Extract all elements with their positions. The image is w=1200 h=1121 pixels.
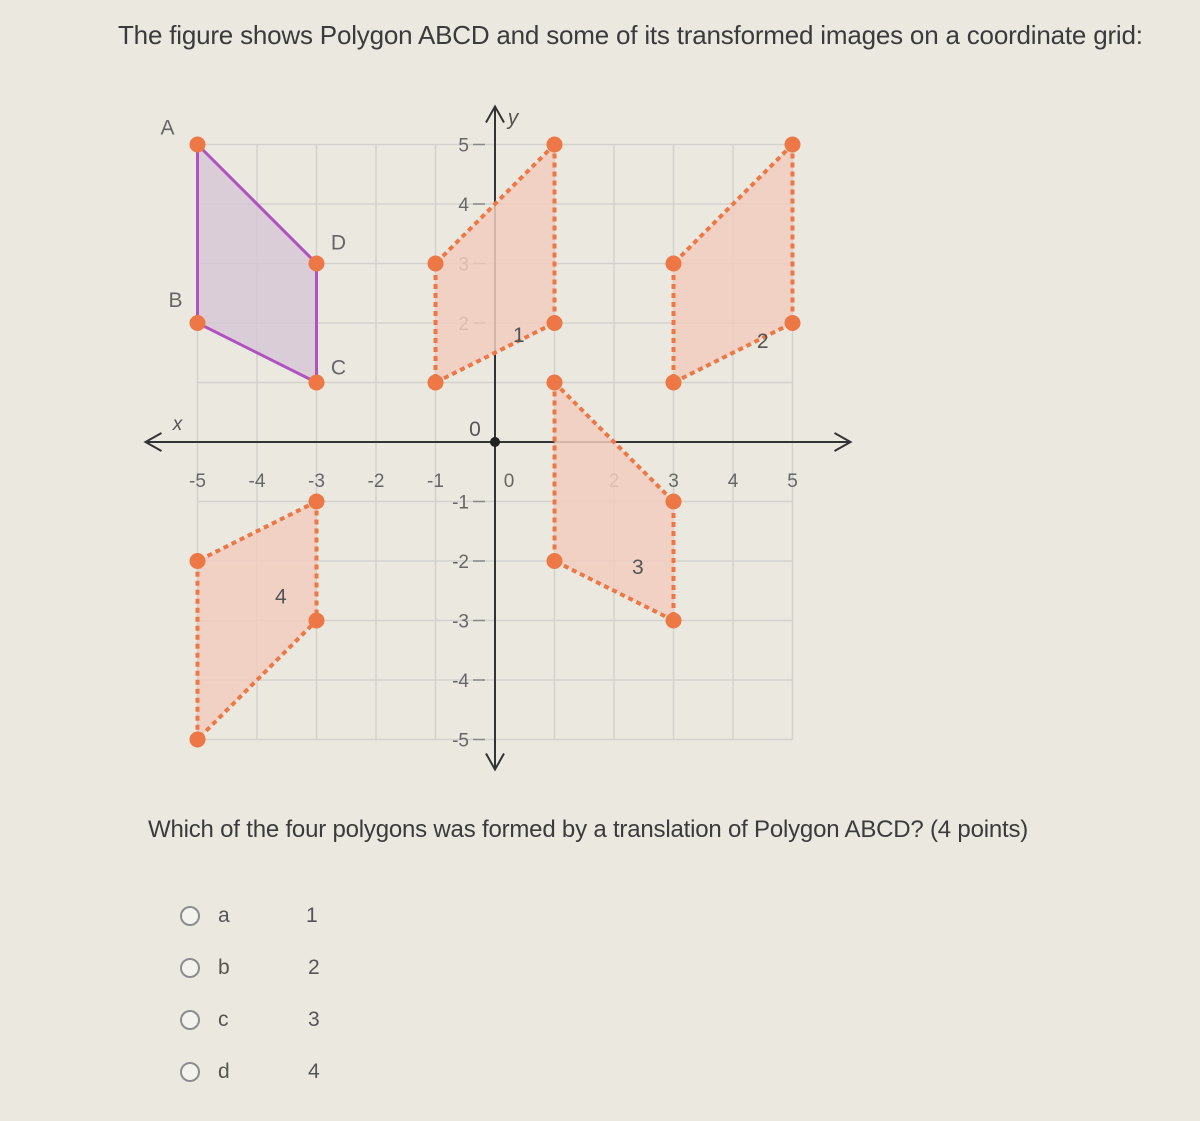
image-vertex-dot: [666, 375, 682, 391]
answer-options: [180, 890, 320, 1098]
option-d[interactable]: [180, 1046, 320, 1098]
image-vertex-dot: [785, 137, 801, 153]
image-vertex-dot: [428, 256, 444, 272]
option-b[interactable]: [180, 942, 320, 994]
y-tick-label: -4: [452, 671, 469, 692]
option-value: 2: [308, 956, 320, 979]
image-vertex-dot: [666, 494, 682, 510]
vertex-label-c: C: [330, 356, 347, 380]
x-axis-label: x: [172, 414, 183, 435]
image-vertex-dot: [309, 494, 325, 510]
option-value: 3: [308, 1008, 320, 1031]
y-axis-label: y: [507, 106, 519, 130]
image-label-2: 2: [756, 329, 769, 353]
x-tick-label: -1: [427, 471, 444, 492]
option-a[interactable]: [180, 890, 320, 942]
image-vertex-dot: [547, 315, 563, 331]
image-vertex-dot: [547, 137, 563, 153]
image-label-4: 4: [274, 585, 287, 609]
prompt-text: The figure shows Polygon ABCD and some of its transformed images on a coordinate grid:: [118, 20, 1143, 50]
image-label-1: 1: [512, 323, 525, 347]
option-value: 1: [306, 904, 318, 927]
vertex-label-a: A: [160, 116, 175, 140]
image-vertex-dot: [666, 256, 682, 272]
image-vertex-dot: [309, 613, 325, 629]
option-value: 4: [308, 1060, 320, 1083]
x-tick-label: 3: [668, 471, 679, 492]
question-text: Which of the four polygons was formed by a translation of Polygon ABCD? (4 points): [148, 816, 1029, 843]
y-tick-label: -5: [452, 730, 469, 752]
image-vertex-dot: [547, 553, 563, 569]
vertex-dot-c: [309, 375, 325, 391]
x-tick-label: -3: [308, 471, 325, 492]
x-tick-label: -5: [189, 471, 206, 492]
radio-icon[interactable]: [180, 1010, 200, 1030]
vertex-dot-d: [309, 256, 325, 272]
origin-label: 0: [469, 418, 481, 441]
image-vertex-dot: [666, 613, 682, 629]
image-vertex-dot: [428, 375, 444, 391]
option-c[interactable]: [180, 994, 320, 1046]
x-tick-label: 4: [727, 471, 739, 492]
vertex-label-d: D: [330, 231, 347, 255]
y-tick-label: 5: [458, 135, 469, 157]
image-vertex-dot: [190, 553, 206, 569]
y-tick-label: -2: [452, 552, 469, 573]
radio-icon[interactable]: [180, 958, 200, 978]
radio-icon[interactable]: [180, 906, 200, 926]
x-tick-label: 5: [787, 471, 798, 492]
y-tick-label: -1: [452, 492, 469, 514]
vertex-dot-a: [190, 137, 206, 153]
x-tick-label: 0: [503, 471, 515, 492]
option-letter: a: [218, 904, 230, 927]
image-vertex-dot: [785, 315, 801, 331]
image-vertex-dot: [190, 732, 206, 748]
y-tick-label: -3: [452, 611, 469, 633]
origin-dot: [490, 437, 500, 447]
x-tick-label: -4: [248, 471, 266, 492]
vertex-label-b: B: [168, 289, 183, 312]
option-letter: c: [218, 1008, 229, 1031]
option-letter: d: [218, 1060, 230, 1083]
image-vertex-dot: [547, 375, 563, 391]
radio-icon[interactable]: [180, 1062, 200, 1082]
vertex-dot-b: [190, 315, 206, 331]
image-label-3: 3: [631, 555, 644, 579]
y-tick-label: 4: [458, 195, 469, 216]
option-letter: b: [218, 956, 230, 979]
x-tick-label: -2: [367, 471, 385, 492]
